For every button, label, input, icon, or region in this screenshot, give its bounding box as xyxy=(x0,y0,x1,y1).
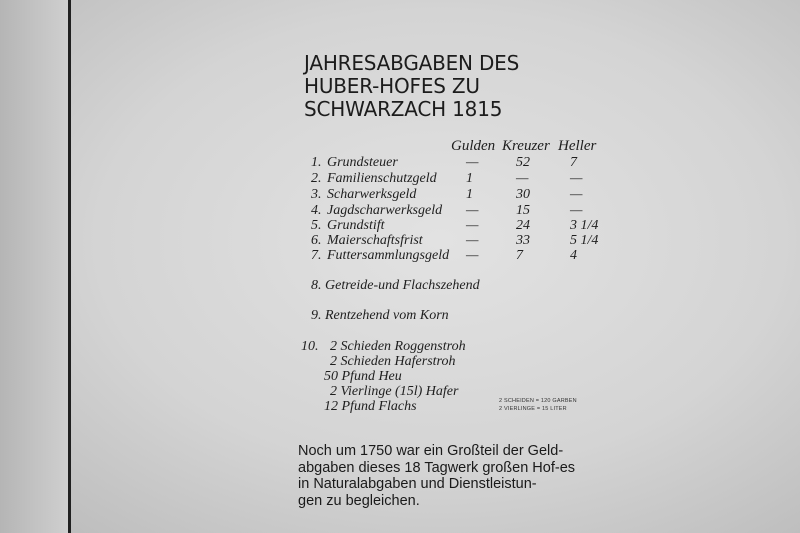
paragraph-line: abgaben dieses 18 Tagwerk großen Hof-es xyxy=(298,459,576,476)
row-number: 2. xyxy=(311,171,322,186)
column-header-gulden: Gulden xyxy=(451,138,496,154)
row-name: Grundsteuer xyxy=(327,155,398,170)
item-10-line: 2 Schieden Roggenstroh xyxy=(330,339,466,354)
row-gulden: 1 xyxy=(466,171,473,186)
row-heller: 7 xyxy=(570,155,577,170)
row-kreuzer: 52 xyxy=(516,155,530,170)
row-number: 4. xyxy=(311,203,322,218)
row-name: Familienschutzgeld xyxy=(327,171,437,186)
paragraph-line: in Naturalabgaben und Dienstleistun- xyxy=(298,476,537,492)
row-gulden: — xyxy=(466,248,479,263)
row-heller: 5 1/4 xyxy=(570,233,599,248)
paragraph-line: Noch um 1750 war ein Großteil der Geld- xyxy=(298,443,564,459)
item-10-line: 12 Pfund Flachs xyxy=(324,399,417,414)
row-heller: — xyxy=(570,171,583,186)
row-name: Maierschaftsfrist xyxy=(327,233,423,248)
item-10-number: 10. xyxy=(301,339,319,354)
frame-border-line xyxy=(68,0,71,533)
row-heller: — xyxy=(570,187,583,202)
item-9: 9. Rentzehend vom Korn xyxy=(311,308,449,323)
item-10-line: 2 Vierlinge (15l) Hafer xyxy=(330,384,459,399)
page-title xyxy=(304,52,519,121)
row-number: 7. xyxy=(311,248,322,263)
row-gulden: — xyxy=(466,203,479,218)
row-gulden: 1 xyxy=(466,187,473,202)
item-10-line: 50 Pfund Heu xyxy=(324,369,402,384)
row-kreuzer: — xyxy=(516,171,529,186)
item-8: 8. Getreide-und Flachszehend xyxy=(311,278,480,293)
item-10-line: 2 Schieden Haferstroh xyxy=(330,354,456,369)
footnote-vierlinge: 2 VIERLINGE = 15 LITER xyxy=(499,406,567,412)
row-name: Scharwerksgeld xyxy=(327,187,417,202)
row-kreuzer: 24 xyxy=(516,218,530,233)
table-row xyxy=(0,171,800,187)
row-gulden: — xyxy=(466,218,479,233)
column-header-heller: Heller xyxy=(558,138,597,154)
explanatory-paragraph xyxy=(298,443,588,509)
column-header-kreuzer: Kreuzer xyxy=(502,138,550,154)
row-heller: 3 1/4 xyxy=(570,218,599,233)
row-heller: 4 xyxy=(570,248,577,263)
row-gulden: — xyxy=(466,155,479,170)
row-name: Grundstift xyxy=(327,218,385,233)
row-kreuzer: 33 xyxy=(516,233,530,248)
row-kreuzer: 30 xyxy=(516,187,530,202)
title-line-1: JAHRESABGABEN DES xyxy=(304,51,520,75)
paragraph-line: gen zu begleichen. xyxy=(298,492,420,509)
title-line-2: HUBER-HOFES ZU xyxy=(304,74,480,98)
table-row xyxy=(0,248,800,264)
wall-left-edge xyxy=(0,0,68,533)
row-kreuzer: 15 xyxy=(516,203,530,218)
row-gulden: — xyxy=(466,233,479,248)
table-row xyxy=(0,203,800,219)
row-number: 3. xyxy=(311,187,322,202)
row-name: Jagdscharwerksgeld xyxy=(327,203,443,218)
table-row xyxy=(0,233,800,249)
row-name: Futtersammlungsgeld xyxy=(327,248,450,263)
title-line-3: SCHWARZACH 1815 xyxy=(304,97,503,121)
row-number: 1. xyxy=(311,155,322,170)
table-row xyxy=(0,187,800,203)
footnote-scheiden: 2 SCHEIDEN = 120 GARBEN xyxy=(499,398,577,404)
table-row xyxy=(0,218,800,234)
row-kreuzer: 7 xyxy=(516,248,523,263)
row-heller: — xyxy=(570,203,583,218)
table-row xyxy=(0,155,800,171)
row-number: 6. xyxy=(311,233,322,248)
row-number: 5. xyxy=(311,218,322,233)
